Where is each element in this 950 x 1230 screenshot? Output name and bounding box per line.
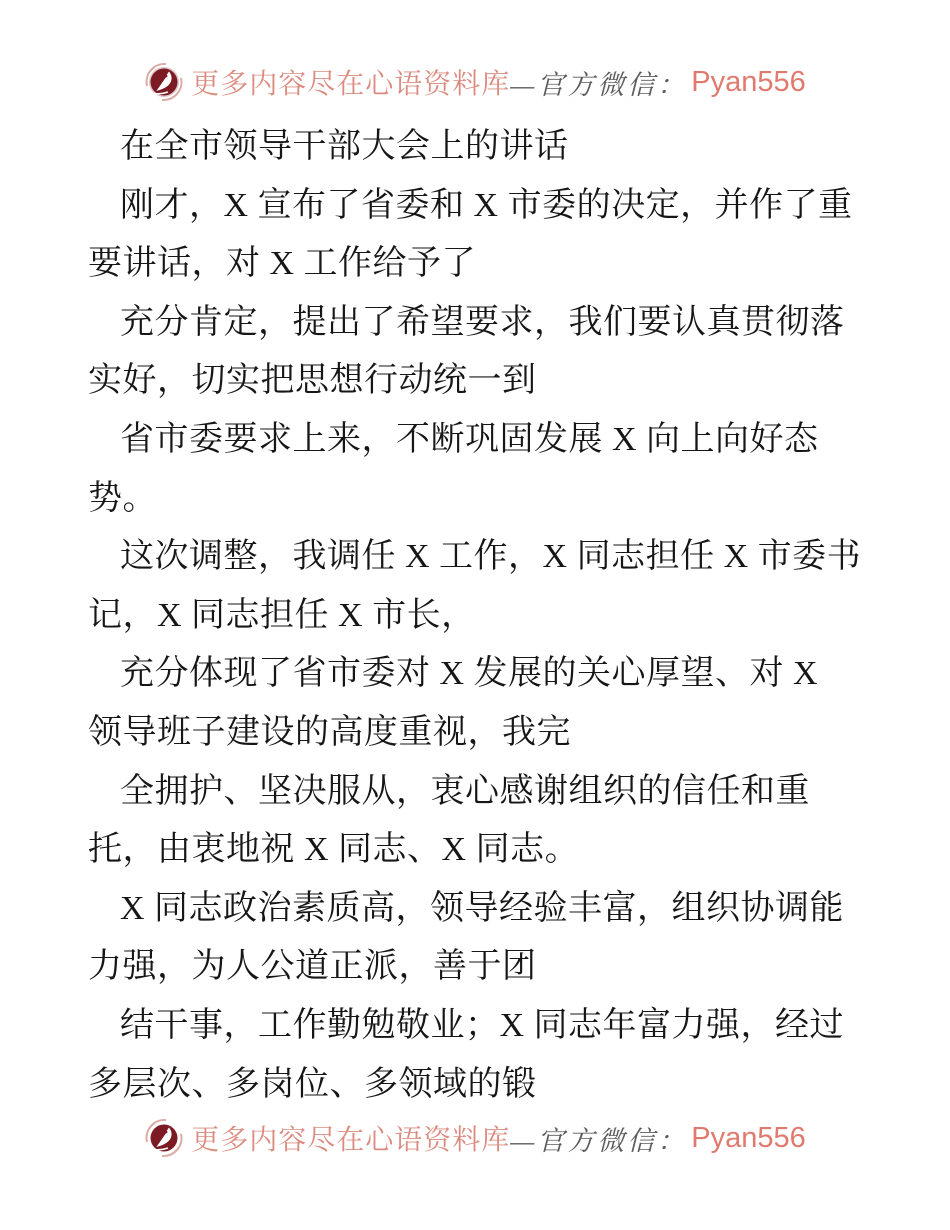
- pen-nib-swirl-icon: [144, 1118, 184, 1158]
- header-watermark: [0, 0, 950, 104]
- footer-watermark: [0, 1116, 950, 1160]
- text-line: 全拥护、坚决服从，衷心感谢组织的信任和重: [120, 772, 810, 810]
- text-line: X 同志政治素质高，领导经验丰富，组织协调能: [120, 889, 845, 927]
- text-line: 势。: [88, 479, 157, 517]
- text-line: 要讲话，对 X 工作给予了: [88, 245, 477, 283]
- pen-nib-swirl-icon: [144, 62, 184, 102]
- text-line: 刚才，X 宣布了省委和 X 市委的决定，并作了重: [120, 186, 853, 224]
- watermark-wechat-label: —官方微信：: [510, 69, 688, 100]
- text-line: 记，X 同志担任 X 市长，: [88, 596, 476, 634]
- text-line: 这次调整，我调任 X 工作，X 同志担任 X 市委书: [120, 538, 862, 576]
- doc-title: 在全市领导干部大会上的讲话: [120, 128, 569, 165]
- text-line: 省市委要求上来，不断巩固发展 X 向上向好态: [120, 420, 819, 458]
- text-line: 力强，为人公道正派，善于团: [88, 948, 537, 986]
- text-line: 托，由衷地祝 X 同志、X 同志。: [88, 831, 580, 869]
- watermark-brand-text: 更多内容尽在心语资料库: [191, 1125, 511, 1156]
- watermark-wechat-label: —官方微信：: [510, 1125, 688, 1156]
- text-line: 多层次、多岗位、多领域的锻: [88, 1065, 537, 1103]
- text-line: 实好，切实把思想行动统一到: [88, 362, 537, 400]
- watermark-wechat-id: Pyan556: [691, 1121, 806, 1154]
- text-line: 充分体现了省市委对 X 发展的关心厚望、对 X: [120, 655, 819, 693]
- text-line: 充分肯定，提出了希望要求，我们要认真贯彻落: [120, 303, 845, 341]
- document-body: [0, 118, 950, 1114]
- text-line: 结干事，工作勤勉敬业；X 同志年富力强，经过: [120, 1006, 845, 1044]
- watermark-wechat-id: Pyan556: [691, 65, 806, 98]
- watermark-brand-text: 更多内容尽在心语资料库: [191, 69, 511, 100]
- text-line: 领导班子建设的高度重视，我完: [88, 713, 571, 751]
